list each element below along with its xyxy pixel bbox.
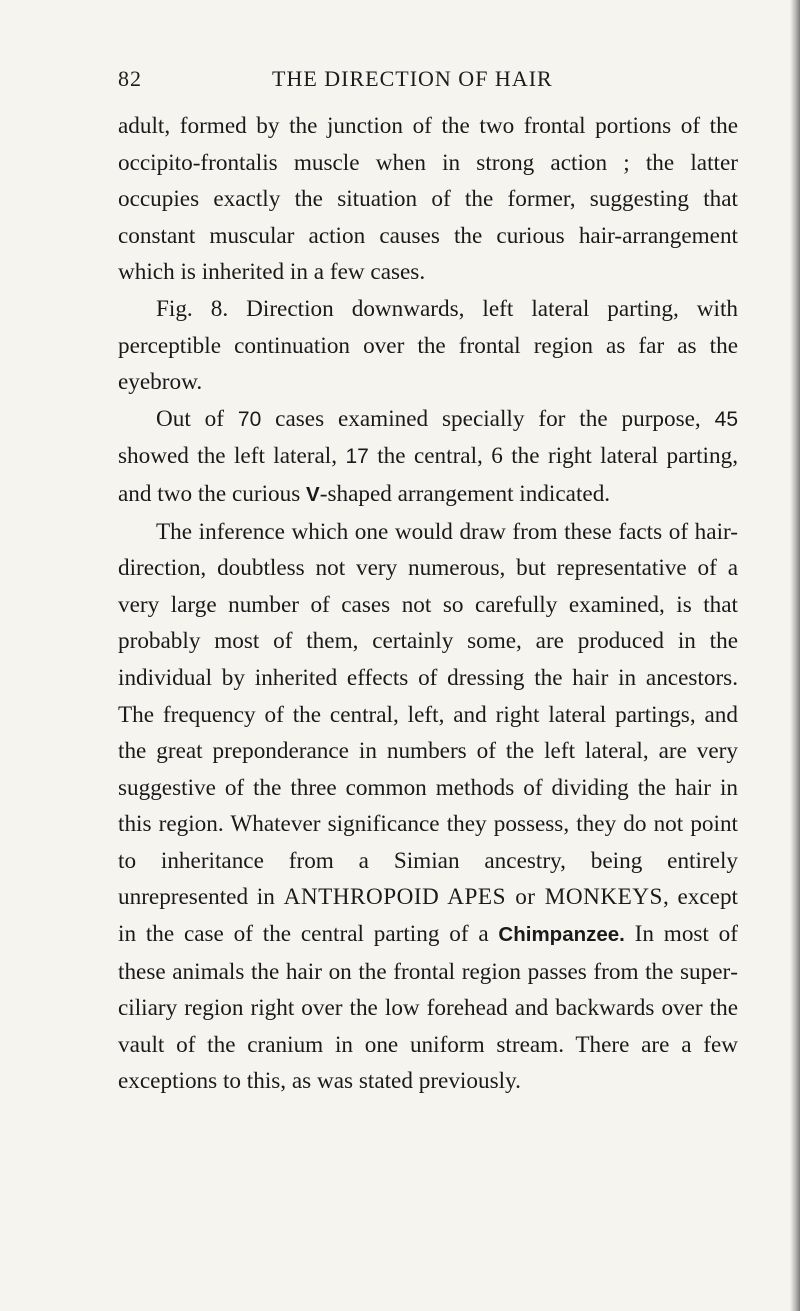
number-45: 45 [714, 407, 738, 431]
text-segment: Out of [156, 405, 238, 432]
text-segment: cases examined specially for the purpose, [261, 405, 715, 432]
page-number: 82 [118, 66, 142, 91]
paragraph-continuation: adult, formed by the junction of the two frontal portions of the occipito-frontalis muscle when in strong action ; the latter occupies exactly the situation of the former, suggesting that constant muscular action causes the curious hair-arrangement which is inherited in a few cases. [118, 113, 738, 286]
v-letter: V [306, 482, 320, 506]
number-70: 70 [237, 407, 262, 431]
body-text [118, 108, 738, 1100]
text-segment: , except in the case of the central parting of a [118, 884, 738, 948]
paragraph-fig-8: Fig. 8. Direction downwards, left lateral parting, with perceptible continuation over the frontal region as far as the eyebrow. [118, 295, 738, 396]
running-head: THE DIRECTION OF HAIR [272, 66, 553, 91]
page-header [118, 66, 738, 100]
text-segment: -shaped arrangement indicated. [319, 480, 611, 507]
bold-term-chimpanzee: Chimpanzee. [498, 923, 625, 947]
number-17: 17 [345, 445, 369, 469]
paragraph-cases-examined [118, 401, 738, 514]
text-segment: In most of these animals the hair on the frontal region passes from the superciliary region right over the low forehead and backwards over the vault of the cranium in one uniform stream. There are a few exceptions to this, as was stated previously. [118, 921, 738, 1095]
text-segment: showed the left lateral, [118, 443, 346, 470]
text-segment: The inference which one would draw from these facts of hair-direction, doubtless not very numerous, but representative of a very large number of cases not so carefully examined, is that probably most of them, certainly some, are produced in the individual by inherited effects of dressing the hair in ancestors. The frequency of the central, left, and right lateral partings, and the great preponderance in numbers of the left lateral, are very suggestive of the three common methods of dividing the hair in this region. Whatever significance they possess, they do not point to inheritance from a Simian ancestry, being entirely unrepresented in [118, 518, 738, 911]
text-segment: the central, 6 the right lateral parting, and two the curious [118, 443, 738, 507]
small-caps-phrase: ANTHROPOID APES or MONKEYS [283, 884, 663, 911]
page-edge-shadow [790, 0, 800, 1311]
paragraph-inference [118, 514, 738, 1101]
